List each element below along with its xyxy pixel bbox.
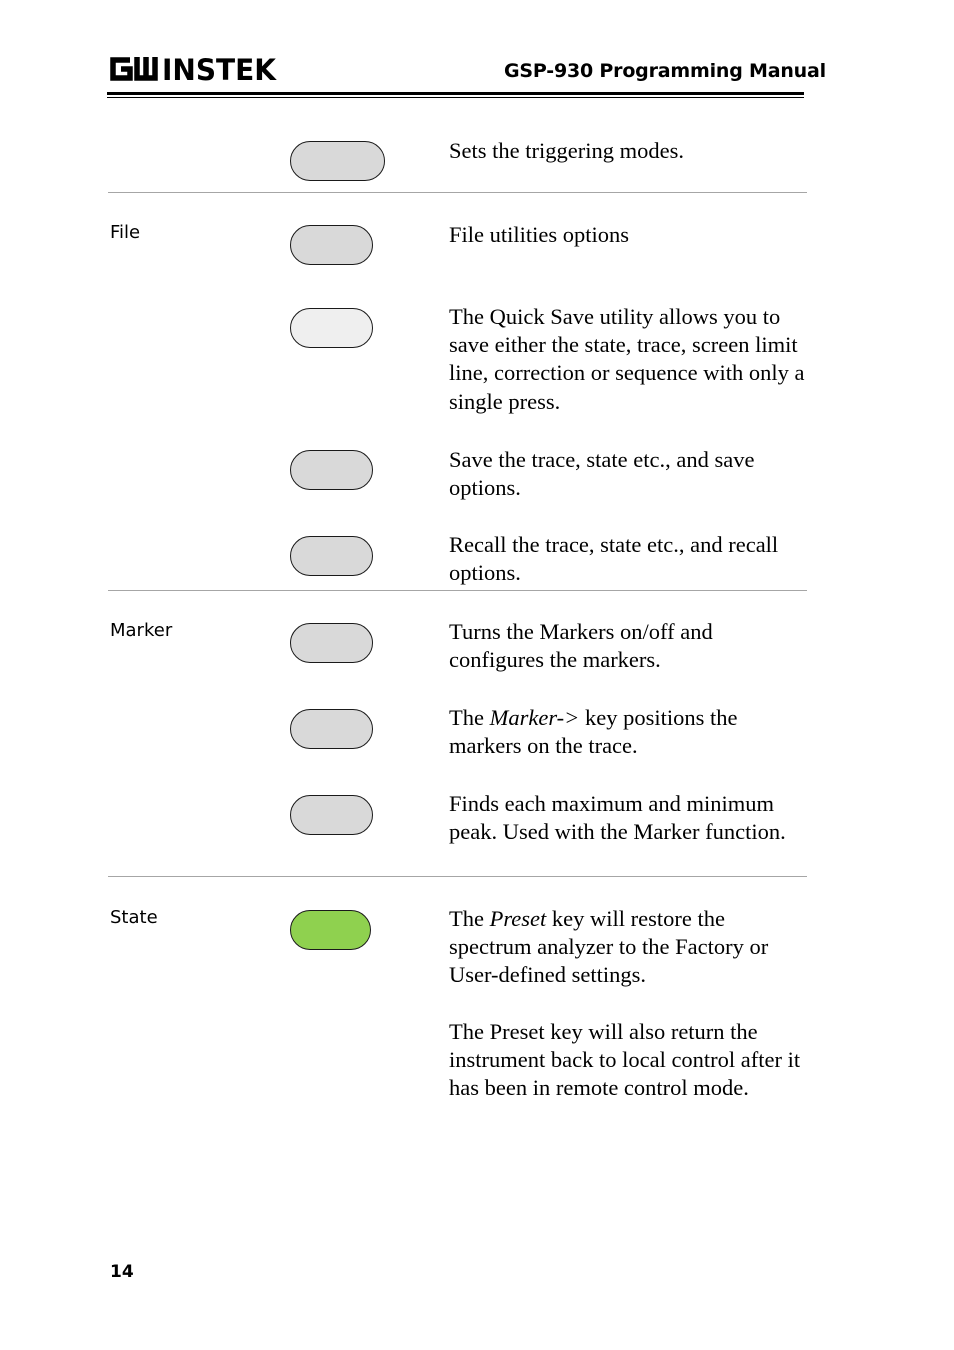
quick-save-key[interactable] [290, 308, 373, 348]
save-description: Save the trace, state etc., and save options. [449, 447, 755, 501]
group-label-state: State [110, 907, 158, 928]
desc-key-name: Marker-> [489, 705, 580, 730]
file-key[interactable] [290, 225, 373, 265]
trigger-key[interactable] [290, 141, 385, 181]
peak-search-description: Finds each maximum and minimum peak. Used with the Marker function. [449, 791, 786, 845]
section-divider [108, 876, 807, 877]
desc-text: The [449, 705, 490, 730]
document-title: GSP-930 Programming Manual [504, 60, 826, 82]
recall-key[interactable] [290, 536, 373, 576]
preset-description-para-1 [449, 905, 809, 990]
group-label-marker: Marker [110, 620, 173, 641]
file-description: File utilities options [449, 222, 630, 247]
desc-text: key positions the markers on the trace. [449, 705, 738, 759]
logo-text: INSTEK [162, 54, 278, 84]
quick-save-description: The Quick Save utility allows you to save either the state, trace, screen limit line, correction or sequence with only a single press. [449, 304, 805, 414]
save-key[interactable] [290, 450, 373, 490]
header-rule [107, 92, 804, 95]
desc-text: key will restore the spectrum analyzer to the Factory or User-defined settings. [449, 906, 769, 988]
desc-text: The [449, 906, 490, 931]
marker-to-description [449, 704, 809, 760]
gw-instek-logo [108, 54, 278, 84]
marker-to-key[interactable] [290, 709, 373, 749]
marker-key[interactable] [290, 623, 373, 663]
peak-search-key[interactable] [290, 795, 373, 835]
preset-description-para-2: The Preset key will also return the instrument back to local control after it has been in remote control mode. [449, 1018, 801, 1101]
section-divider [108, 192, 807, 193]
trigger-description: Sets the triggering modes. [449, 138, 684, 163]
preset-key[interactable] [290, 910, 371, 950]
group-label-file: File [110, 222, 141, 243]
preset-description [449, 905, 809, 1102]
page-number: 14 [110, 1262, 134, 1282]
marker-description: Turns the Markers on/off and configures the markers. [449, 619, 713, 673]
section-divider [108, 590, 807, 591]
desc-key-name: Preset [489, 906, 547, 931]
recall-description: Recall the trace, state etc., and recall options. [449, 532, 779, 586]
header-rule-thin [107, 97, 804, 98]
